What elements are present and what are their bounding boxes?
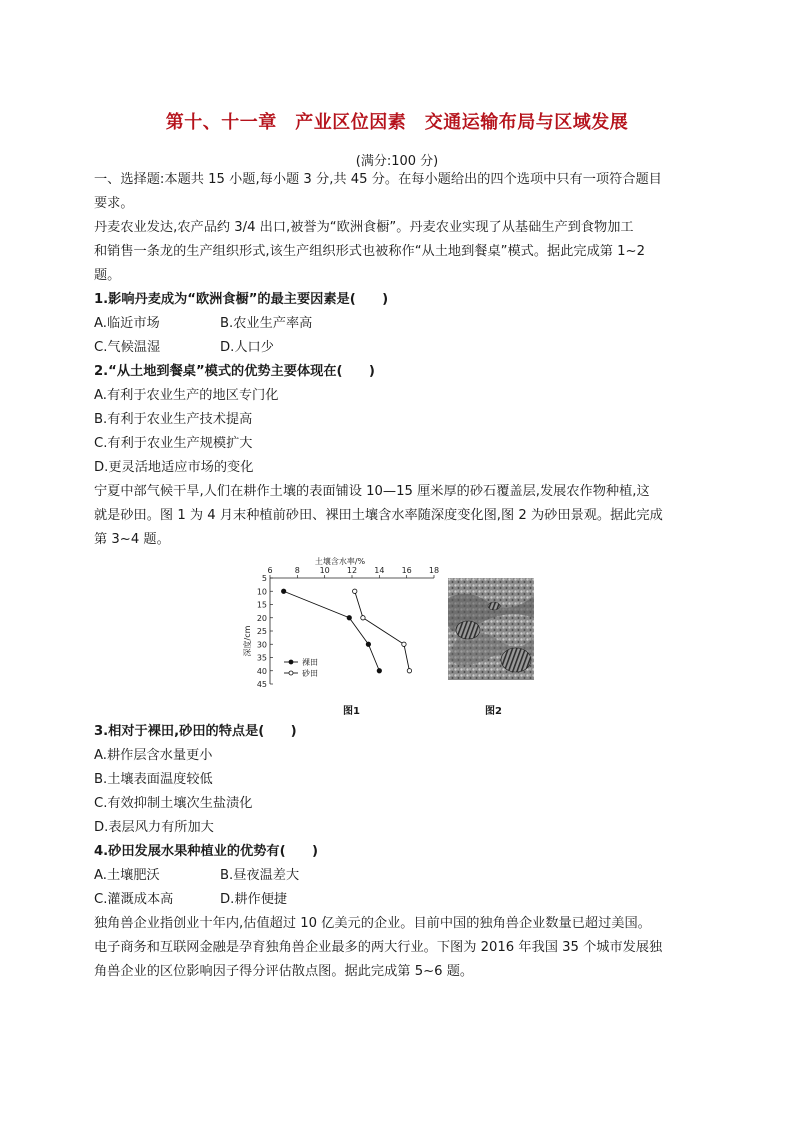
- series-1-point: [377, 669, 381, 673]
- legend-marker-1: [289, 660, 293, 664]
- x-tick-label: 14: [374, 566, 385, 575]
- question-4-option-a: A.土壤肥沃: [94, 868, 160, 883]
- x-tick-label: 16: [401, 566, 412, 575]
- y-tick-label: 5: [261, 574, 267, 583]
- series-line-1: [284, 591, 380, 671]
- passage1-line2: 和销售一条龙的生产组织形式,该生产组织形式也被称作“从土地到餐桌”模式。据此完成第 1~2: [94, 244, 645, 259]
- y-tick-label: 40: [256, 666, 267, 676]
- series-1-point: [281, 589, 285, 593]
- question-1-stem: 1.影响丹麦成为“欧洲食橱”的最主要因素是( ): [94, 292, 389, 307]
- y-axis-label: 深度/cm: [243, 625, 252, 657]
- series-line-2: [355, 591, 410, 671]
- section-instruction-line1: 一、选择题:本题共 15 小题,每小题 3 分,共 45 分。在每小题给出的四个选项中只有一项符合题目: [94, 172, 662, 187]
- y-tick-label: 20: [256, 613, 267, 623]
- passage2-line3: 第 3~4 题。: [94, 532, 170, 547]
- figure2-caption: 图2: [485, 706, 502, 717]
- y-tick-label: 35: [256, 653, 267, 663]
- series-1-point: [347, 616, 351, 620]
- series-2-point: [402, 642, 406, 646]
- question-2-option-c: C.有利于农业生产规模扩大: [94, 436, 253, 451]
- page-title: 第十、十一章 产业区位因素 交通运输布局与区域发展: [165, 112, 629, 133]
- question-1-option-b: B.农业生产率高: [220, 316, 313, 331]
- x-axis-label: 土壤含水率/%: [314, 557, 366, 566]
- y-tick-label: 15: [256, 600, 267, 610]
- question-4-option-d: D.耕作便捷: [220, 892, 288, 907]
- question-2-stem: 2.“从土地到餐桌”模式的优势主要体现在( ): [94, 364, 375, 379]
- question-2-option-b: B.有利于农业生产技术提高: [94, 412, 253, 427]
- section-instruction-line2: 要求。: [94, 196, 134, 211]
- passage1-line3: 题。: [94, 268, 121, 283]
- question-2-option-d: D.更灵活地适应市场的变化: [94, 460, 254, 475]
- series-2-point: [361, 616, 365, 620]
- question-3-option-d: D.表层风力有所加大: [94, 820, 214, 835]
- question-2-option-a: A.有利于农业生产的地区专门化: [94, 388, 279, 403]
- x-tick-label: 8: [294, 566, 300, 575]
- y-tick-label: 10: [256, 587, 267, 597]
- y-tick-label: 25: [256, 627, 267, 636]
- x-tick-label: 6: [267, 566, 273, 575]
- passage3-line3: 角兽企业的区位影响因子得分评估散点图。据此完成第 5~6 题。: [94, 964, 474, 979]
- question-4-option-c: C.灌溉成本高: [94, 892, 174, 907]
- question-3-stem: 3.相对于裸田,砂田的特点是( ): [94, 724, 297, 739]
- question-1-option-a: A.临近市场: [94, 316, 160, 331]
- sand-field-photo: [448, 578, 534, 680]
- passage3-line1: 独角兽企业指创业十年内,估值超过 10 亿美元的企业。目前中国的独角兽企业数量已超过美国。: [94, 916, 651, 931]
- y-tick-label: 45: [256, 680, 267, 689]
- series-2-point: [353, 589, 357, 593]
- question-4-option-b: B.昼夜温差大: [220, 868, 300, 883]
- series-1-point: [366, 642, 370, 646]
- series-2-point: [407, 669, 411, 673]
- question-3-option-c: C.有效抑制土壤次生盐渍化: [94, 796, 253, 811]
- x-tick-label: 10: [319, 566, 330, 575]
- figure1-caption: 图1: [343, 706, 360, 717]
- question-3-option-a: A.耕作层含水量更小: [94, 748, 213, 763]
- x-tick-label: 12: [346, 566, 358, 575]
- passage3-line2: 电子商务和互联网金融是孕育独角兽企业最多的两大行业。下图为 2016 年我国 35 个城市发展独: [94, 940, 663, 955]
- question-1-option-d: D.人口少: [220, 340, 274, 355]
- question-4-stem: 4.砂田发展水果种植业的优势有( ): [94, 844, 319, 859]
- score-note: (满分:100 分): [355, 154, 439, 169]
- y-tick-label: 30: [256, 640, 267, 650]
- legend-label-2: 砂田: [302, 669, 318, 678]
- question-3-option-b: B.土壤表面温度较低: [94, 772, 213, 787]
- passage1-line1: 丹麦农业发达,农产品约 3/4 出口,被誉为“欧洲食橱”。丹麦农业实现了从基础生产到食物加工: [94, 220, 634, 235]
- legend-marker-2: [289, 671, 293, 675]
- legend-label-1: 裸田: [302, 658, 318, 667]
- x-tick-label: 18: [428, 566, 440, 575]
- passage2-line2: 就是砂田。图 1 为 4 月末种植前砂田、裸田土壤含水率随深度变化图,图 2 为砂田景观。据此完成: [94, 508, 663, 523]
- passage2-line1: 宁夏中部气候干旱,人们在耕作土壤的表面铺设 10—15 厘米厚的砂石覆盖层,发展农作物种植,这: [94, 484, 650, 499]
- soil-moisture-chart: [238, 556, 438, 696]
- question-1-option-c: C.气候温湿: [94, 340, 161, 355]
